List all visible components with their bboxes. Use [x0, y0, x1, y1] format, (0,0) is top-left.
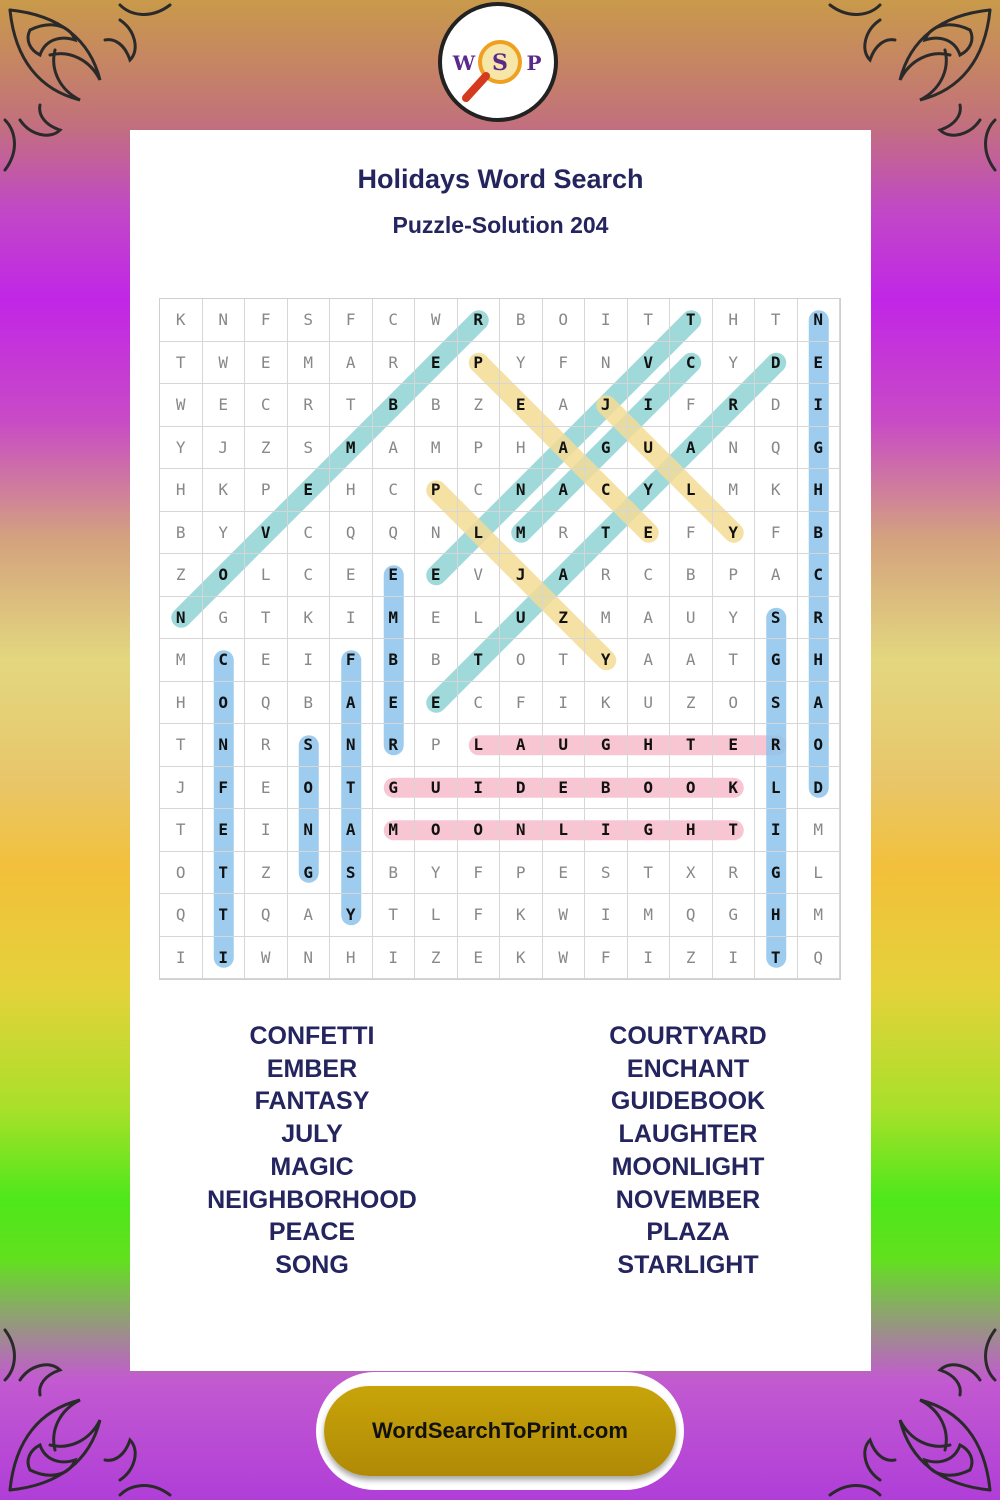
grid-cell[interactable]: K: [755, 469, 798, 512]
grid-cell[interactable]: F: [458, 852, 501, 895]
grid-cell[interactable]: K: [160, 299, 203, 342]
grid-cell[interactable]: T: [755, 299, 798, 342]
word-list-item: STARLIGHT: [617, 1250, 759, 1279]
grid-cell[interactable]: E: [245, 767, 288, 810]
grid-cell[interactable]: L: [458, 724, 501, 767]
grid-cell[interactable]: K: [500, 937, 543, 980]
grid-cell[interactable]: N: [160, 597, 203, 640]
word-list-item: PEACE: [268, 1218, 356, 1247]
grid-cell[interactable]: N: [288, 937, 331, 980]
grid-cell[interactable]: B: [373, 852, 416, 895]
word-list-item: NEIGHBORHOOD: [207, 1185, 417, 1214]
grid-cell[interactable]: J: [203, 427, 246, 470]
grid-cell[interactable]: N: [500, 809, 543, 852]
grid-cell[interactable]: T: [203, 852, 246, 895]
grid-cell[interactable]: I: [628, 384, 671, 427]
grid-cell[interactable]: E: [373, 554, 416, 597]
grid-cell[interactable]: K: [288, 597, 331, 640]
grid-cell[interactable]: B: [373, 384, 416, 427]
word-list-item: LAUGHTER: [618, 1120, 758, 1149]
word-list-item: PLAZA: [646, 1218, 730, 1247]
grid-cell[interactable]: Z: [160, 554, 203, 597]
grid-cell[interactable]: R: [585, 554, 628, 597]
grid-cell[interactable]: X: [670, 852, 713, 895]
grid-cell[interactable]: G: [755, 639, 798, 682]
grid-cell[interactable]: I: [585, 299, 628, 342]
grid-cell[interactable]: C: [288, 554, 331, 597]
grid-cell[interactable]: A: [330, 342, 373, 385]
grid-cell[interactable]: T: [160, 342, 203, 385]
grid-cell[interactable]: C: [288, 512, 331, 555]
grid-cell[interactable]: H: [755, 894, 798, 937]
grid-cell[interactable]: R: [543, 512, 586, 555]
grid-cell[interactable]: N: [713, 427, 756, 470]
grid-cell[interactable]: U: [415, 767, 458, 810]
grid-cell[interactable]: M: [330, 427, 373, 470]
grid-cell[interactable]: Y: [585, 639, 628, 682]
grid-cell[interactable]: B: [415, 639, 458, 682]
grid-cell[interactable]: T: [670, 724, 713, 767]
grid-cell[interactable]: I: [585, 894, 628, 937]
grid-cell[interactable]: A: [288, 894, 331, 937]
grid-cell[interactable]: N: [288, 809, 331, 852]
grid-cell[interactable]: A: [798, 682, 841, 725]
grid-cell[interactable]: I: [288, 639, 331, 682]
word-list-item: COURTYARD: [609, 1022, 767, 1050]
grid-cell[interactable]: T: [458, 639, 501, 682]
logo-letter-s: S: [492, 50, 508, 76]
grid-cell[interactable]: C: [373, 299, 416, 342]
grid-cell[interactable]: T: [670, 299, 713, 342]
grid-cell[interactable]: P: [713, 554, 756, 597]
grid-cell[interactable]: O: [160, 852, 203, 895]
grid-cell[interactable]: Q: [160, 894, 203, 937]
grid-cell[interactable]: L: [245, 554, 288, 597]
grid-cell[interactable]: J: [585, 384, 628, 427]
word-list-item: FANTASY: [254, 1087, 370, 1116]
grid-cell[interactable]: N: [330, 724, 373, 767]
grid-cell[interactable]: I: [585, 809, 628, 852]
grid-cell[interactable]: R: [798, 597, 841, 640]
grid-cell[interactable]: A: [628, 597, 671, 640]
grid-cell[interactable]: G: [288, 852, 331, 895]
grid-cell[interactable]: G: [585, 724, 628, 767]
grid-cell[interactable]: V: [458, 554, 501, 597]
grid-cell[interactable]: R: [373, 724, 416, 767]
grid-cell[interactable]: P: [458, 342, 501, 385]
grid-cell[interactable]: H: [713, 299, 756, 342]
grid-cell[interactable]: H: [670, 809, 713, 852]
grid-cell[interactable]: O: [203, 554, 246, 597]
grid-cell[interactable]: F: [245, 299, 288, 342]
grid-cell[interactable]: Q: [245, 682, 288, 725]
grid-cell[interactable]: B: [798, 512, 841, 555]
grid-cell[interactable]: Q: [798, 937, 841, 980]
grid-cell[interactable]: C: [458, 682, 501, 725]
grid-cell[interactable]: B: [670, 554, 713, 597]
grid-cell[interactable]: Q: [670, 894, 713, 937]
grid-cell[interactable]: L: [670, 469, 713, 512]
grid-cell[interactable]: Y: [713, 512, 756, 555]
word-list-item: ENCHANT: [626, 1054, 750, 1083]
grid-cell[interactable]: F: [670, 512, 713, 555]
grid-cell[interactable]: T: [160, 724, 203, 767]
grid-cell[interactable]: T: [585, 512, 628, 555]
grid-cell[interactable]: P: [500, 852, 543, 895]
grid-cell[interactable]: Y: [713, 597, 756, 640]
grid-cell[interactable]: O: [415, 809, 458, 852]
grid-cell[interactable]: T: [330, 384, 373, 427]
grid-cell[interactable]: A: [543, 554, 586, 597]
grid-cell[interactable]: G: [755, 852, 798, 895]
grid-cell[interactable]: L: [415, 894, 458, 937]
grid-cell[interactable]: D: [755, 342, 798, 385]
grid-cell[interactable]: D: [500, 767, 543, 810]
grid-cell[interactable]: E: [415, 554, 458, 597]
grid-cell[interactable]: I: [458, 767, 501, 810]
grid-cell[interactable]: E: [288, 469, 331, 512]
grid-cell[interactable]: P: [415, 724, 458, 767]
grid-cell[interactable]: U: [500, 597, 543, 640]
grid-cell[interactable]: K: [203, 469, 246, 512]
grid-cell[interactable]: Y: [628, 469, 671, 512]
grid-cell[interactable]: G: [713, 894, 756, 937]
grid-cell[interactable]: M: [585, 597, 628, 640]
grid-cell[interactable]: L: [458, 512, 501, 555]
footer-banner: [316, 1372, 684, 1490]
grid-cell[interactable]: E: [458, 937, 501, 980]
grid-cell[interactable]: A: [543, 384, 586, 427]
grid-cell[interactable]: U: [628, 427, 671, 470]
grid-cell[interactable]: E: [713, 724, 756, 767]
grid-cell[interactable]: H: [798, 469, 841, 512]
grid-cell[interactable]: Z: [670, 937, 713, 980]
grid-cell[interactable]: V: [628, 342, 671, 385]
grid-cell[interactable]: R: [288, 384, 331, 427]
word-list-item: NOVEMBER: [615, 1185, 761, 1214]
grid-cell[interactable]: Y: [203, 512, 246, 555]
word-list-left: [162, 1020, 462, 1282]
grid-cell[interactable]: C: [458, 469, 501, 512]
grid-cell[interactable]: N: [203, 299, 246, 342]
site-link-button[interactable]: [324, 1386, 676, 1476]
grid-cell[interactable]: O: [500, 639, 543, 682]
grid-cell[interactable]: I: [798, 384, 841, 427]
grid-cell[interactable]: T: [203, 894, 246, 937]
grid-cell[interactable]: G: [628, 809, 671, 852]
grid-cell[interactable]: L: [798, 852, 841, 895]
grid-cell[interactable]: H: [500, 427, 543, 470]
grid-cell[interactable]: B: [415, 384, 458, 427]
grid-cell[interactable]: T: [330, 767, 373, 810]
grid-cell[interactable]: N: [500, 469, 543, 512]
grid-cell[interactable]: F: [755, 512, 798, 555]
grid-cell[interactable]: A: [755, 554, 798, 597]
grid-cell[interactable]: O: [458, 809, 501, 852]
grid-cell[interactable]: E: [330, 554, 373, 597]
word-list-item: CONFETTI: [249, 1022, 375, 1050]
grid-cell[interactable]: U: [628, 682, 671, 725]
grid-cell[interactable]: H: [160, 469, 203, 512]
grid-cell[interactable]: A: [670, 427, 713, 470]
grid-cell[interactable]: L: [458, 597, 501, 640]
grid-cell[interactable]: E: [415, 597, 458, 640]
grid-cell[interactable]: E: [543, 852, 586, 895]
grid-cell[interactable]: O: [288, 767, 331, 810]
grid-cell[interactable]: A: [670, 639, 713, 682]
grid-cell[interactable]: T: [713, 639, 756, 682]
word-list-item: JULY: [281, 1120, 343, 1149]
grid-cell[interactable]: W: [415, 299, 458, 342]
grid-cell[interactable]: W: [543, 894, 586, 937]
puzzle-sheet: [130, 130, 871, 1371]
grid-cell[interactable]: F: [543, 342, 586, 385]
grid-cell[interactable]: Q: [755, 427, 798, 470]
grid-cell[interactable]: T: [628, 299, 671, 342]
grid-cell[interactable]: P: [245, 469, 288, 512]
grid-cell[interactable]: J: [160, 767, 203, 810]
logo-letter-p: P: [526, 51, 542, 75]
grid-cell[interactable]: N: [415, 512, 458, 555]
page-title: Holidays Word Search: [357, 164, 644, 194]
grid-cell[interactable]: C: [245, 384, 288, 427]
grid-cell[interactable]: Y: [713, 342, 756, 385]
grid-cell[interactable]: M: [373, 809, 416, 852]
grid-cell[interactable]: E: [415, 682, 458, 725]
grid-cell[interactable]: M: [628, 894, 671, 937]
grid-cell[interactable]: S: [288, 427, 331, 470]
grid-cell[interactable]: A: [628, 639, 671, 682]
grid-cell[interactable]: I: [628, 937, 671, 980]
grid-cell[interactable]: U: [543, 724, 586, 767]
grid-cell[interactable]: P: [458, 427, 501, 470]
grid-cell[interactable]: Z: [415, 937, 458, 980]
grid-cell[interactable]: R: [713, 384, 756, 427]
grid-cell[interactable]: R: [458, 299, 501, 342]
word-grid: [159, 298, 841, 980]
grid-cell[interactable]: A: [330, 682, 373, 725]
grid-cell[interactable]: T: [755, 937, 798, 980]
grid-cell[interactable]: B: [500, 299, 543, 342]
grid-cell[interactable]: I: [543, 682, 586, 725]
grid-cell[interactable]: G: [798, 427, 841, 470]
grid-cell[interactable]: O: [670, 767, 713, 810]
grid-cell[interactable]: F: [203, 767, 246, 810]
grid-cell[interactable]: E: [543, 767, 586, 810]
grid-cell[interactable]: M: [713, 469, 756, 512]
grid-cell[interactable]: A: [500, 724, 543, 767]
word-list-item: MOONLIGHT: [611, 1152, 765, 1181]
grid-cell[interactable]: E: [203, 384, 246, 427]
grid-cell[interactable]: M: [288, 342, 331, 385]
grid-cell[interactable]: C: [670, 342, 713, 385]
grid-cell[interactable]: K: [713, 767, 756, 810]
grid-cell[interactable]: W: [245, 937, 288, 980]
grid-cell[interactable]: R: [245, 724, 288, 767]
grid-cell[interactable]: C: [373, 469, 416, 512]
grid-cell[interactable]: A: [543, 469, 586, 512]
grid-cell[interactable]: Y: [415, 852, 458, 895]
grid-cell[interactable]: O: [713, 682, 756, 725]
word-list-item: SONG: [275, 1250, 349, 1279]
grid-cell[interactable]: B: [160, 512, 203, 555]
grid-cell[interactable]: E: [245, 639, 288, 682]
grid-cell[interactable]: Y: [160, 427, 203, 470]
grid-cell[interactable]: E: [798, 342, 841, 385]
grid-cell[interactable]: Z: [458, 384, 501, 427]
grid-cell[interactable]: M: [798, 809, 841, 852]
grid-cell[interactable]: S: [288, 724, 331, 767]
grid-cell[interactable]: A: [543, 427, 586, 470]
grid-cell[interactable]: Z: [543, 597, 586, 640]
grid-cell[interactable]: M: [798, 894, 841, 937]
grid-cell[interactable]: J: [500, 554, 543, 597]
grid-cell[interactable]: H: [798, 639, 841, 682]
grid-cell[interactable]: F: [458, 894, 501, 937]
grid-cell[interactable]: Q: [245, 894, 288, 937]
grid-cell[interactable]: F: [500, 682, 543, 725]
grid-cell[interactable]: E: [415, 342, 458, 385]
grid-cell[interactable]: F: [330, 639, 373, 682]
word-list-item: EMBER: [266, 1054, 358, 1083]
grid-cell[interactable]: B: [288, 682, 331, 725]
grid-cell[interactable]: C: [798, 554, 841, 597]
grid-cell[interactable]: I: [330, 597, 373, 640]
grid-cell[interactable]: Z: [245, 852, 288, 895]
grid-cell[interactable]: C: [585, 469, 628, 512]
grid-cell[interactable]: O: [543, 299, 586, 342]
logo-letter-w: W: [452, 51, 476, 75]
grid-cell[interactable]: H: [160, 682, 203, 725]
grid-cell[interactable]: T: [373, 894, 416, 937]
grid-cell[interactable]: H: [628, 724, 671, 767]
grid-cell[interactable]: D: [755, 384, 798, 427]
grid-cell[interactable]: F: [585, 937, 628, 980]
grid-cell[interactable]: I: [160, 937, 203, 980]
wsp-logo[interactable]: [438, 2, 558, 122]
grid-cell[interactable]: G: [373, 767, 416, 810]
grid-cell[interactable]: K: [585, 682, 628, 725]
grid-cell[interactable]: I: [713, 937, 756, 980]
grid-cell[interactable]: S: [585, 852, 628, 895]
grid-cell[interactable]: S: [755, 682, 798, 725]
grid-cell[interactable]: B: [585, 767, 628, 810]
grid-cell[interactable]: P: [415, 469, 458, 512]
grid-cell[interactable]: S: [288, 299, 331, 342]
grid-cell[interactable]: O: [798, 724, 841, 767]
grid-cell[interactable]: R: [373, 342, 416, 385]
grid-cell[interactable]: M: [373, 597, 416, 640]
grid-cell[interactable]: K: [500, 894, 543, 937]
grid-cell[interactable]: F: [670, 384, 713, 427]
grid-cell[interactable]: L: [755, 767, 798, 810]
grid-cell[interactable]: R: [713, 852, 756, 895]
grid-cell[interactable]: S: [755, 597, 798, 640]
page-subtitle: Puzzle-Solution 204: [392, 212, 609, 238]
grid-cell[interactable]: F: [330, 299, 373, 342]
grid-cell[interactable]: I: [245, 809, 288, 852]
grid-cell[interactable]: Q: [330, 512, 373, 555]
grid-cell[interactable]: R: [755, 724, 798, 767]
grid-cell[interactable]: Z: [670, 682, 713, 725]
grid-cell[interactable]: C: [628, 554, 671, 597]
grid-cell[interactable]: T: [160, 809, 203, 852]
grid-cell[interactable]: H: [330, 469, 373, 512]
grid-cell[interactable]: V: [245, 512, 288, 555]
magnifier-icon: [442, 6, 554, 118]
grid-cell[interactable]: T: [713, 809, 756, 852]
grid-cell[interactable]: Y: [330, 894, 373, 937]
grid-cell[interactable]: T: [628, 852, 671, 895]
grid-cell[interactable]: M: [500, 512, 543, 555]
grid-cell[interactable]: A: [373, 427, 416, 470]
grid-cell[interactable]: O: [203, 682, 246, 725]
grid-cell[interactable]: Y: [500, 342, 543, 385]
grid-cell[interactable]: H: [330, 937, 373, 980]
grid-cell[interactable]: E: [373, 682, 416, 725]
grid-cell[interactable]: Q: [373, 512, 416, 555]
grid-cell[interactable]: E: [203, 809, 246, 852]
grid-cell[interactable]: W: [160, 384, 203, 427]
grid-cell[interactable]: I: [755, 809, 798, 852]
word-list-item: GUIDEBOOK: [610, 1087, 766, 1116]
grid-cell[interactable]: W: [203, 342, 246, 385]
grid-cell[interactable]: S: [330, 852, 373, 895]
word-list-right: [538, 1020, 838, 1282]
grid-cell[interactable]: E: [628, 512, 671, 555]
grid-cell[interactable]: W: [543, 937, 586, 980]
grid-cell[interactable]: T: [543, 639, 586, 682]
grid-cell[interactable]: N: [203, 724, 246, 767]
grid-cell[interactable]: A: [330, 809, 373, 852]
grid-cell[interactable]: I: [373, 937, 416, 980]
grid-cell[interactable]: E: [500, 384, 543, 427]
grid-cell[interactable]: G: [203, 597, 246, 640]
grid-cell[interactable]: D: [798, 767, 841, 810]
grid-cell[interactable]: E: [245, 342, 288, 385]
grid-cell[interactable]: Z: [245, 427, 288, 470]
site-link-text: WordSearchToPrint.com: [372, 1418, 628, 1443]
grid-cell[interactable]: I: [203, 937, 246, 980]
grid-cell[interactable]: B: [373, 639, 416, 682]
grid-cell[interactable]: C: [203, 639, 246, 682]
grid-cell[interactable]: N: [585, 342, 628, 385]
grid-cell[interactable]: G: [585, 427, 628, 470]
grid-cell[interactable]: M: [415, 427, 458, 470]
word-list-item: MAGIC: [270, 1152, 354, 1181]
grid-cell[interactable]: T: [245, 597, 288, 640]
grid-cell[interactable]: U: [670, 597, 713, 640]
grid-cell[interactable]: N: [798, 299, 841, 342]
grid-cell[interactable]: L: [543, 809, 586, 852]
grid-cell[interactable]: M: [160, 639, 203, 682]
grid-cell[interactable]: O: [628, 767, 671, 810]
